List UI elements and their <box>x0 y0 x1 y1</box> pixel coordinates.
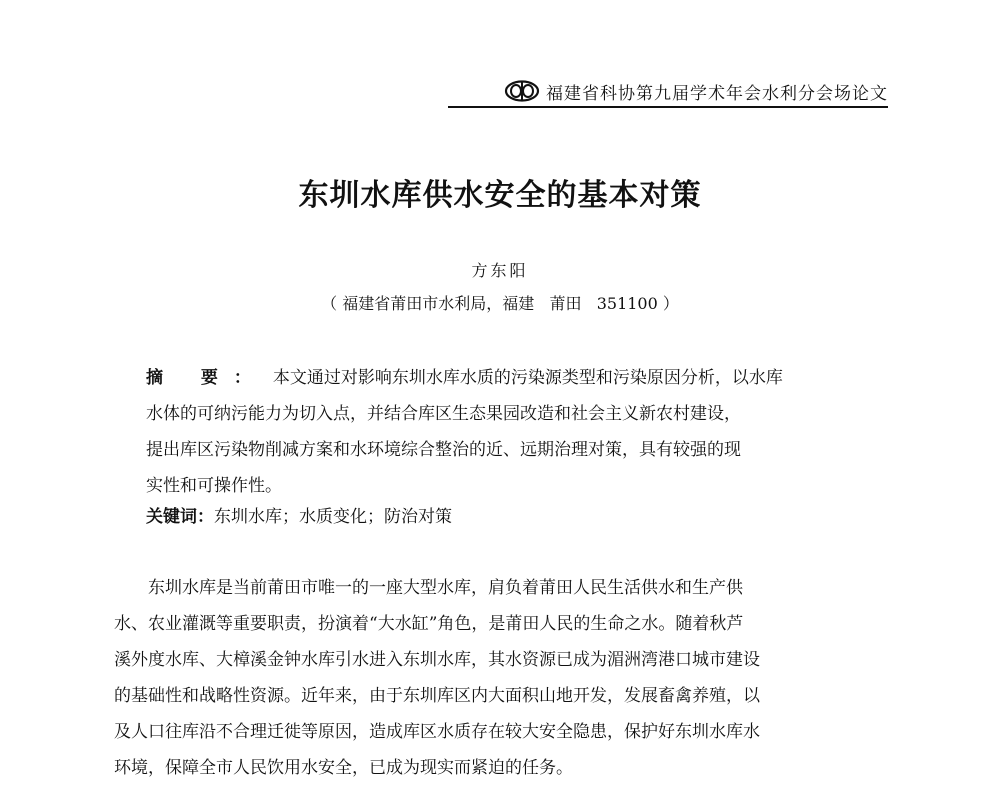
keywords-text: 东圳水库；水质变化；防治对策 <box>214 507 452 527</box>
body-line: 及人口往库沿不合理迁徙等原因，造成库区水质存在较大安全隐患，保护好东圳水库水 <box>114 722 760 742</box>
keywords <box>146 502 452 527</box>
abstract-line <box>146 360 866 396</box>
abstract-line: 水体的可纳污能力为切入点，并结合库区生态果园改造和社会主义新农村建设， <box>146 404 741 424</box>
body-line: 水、农业灌溉等重要职责，扮演着“大水缸”角色，是莆田人民的生命之水。随着秋芦 <box>114 614 744 634</box>
body-line: 环境，保障全市人民饮用水安全，已成为现实而紧迫的任务。 <box>114 758 573 778</box>
keywords-label: 关键词： <box>146 507 214 527</box>
body-paragraph <box>114 570 894 786</box>
body-line: 的基础性和战略性资源。近年来，由于东圳库区内大面积山地开发，发展畜禽养殖，以 <box>114 686 760 706</box>
running-header-text: 福建省科协第九届学术年会水利分会场论文 <box>546 83 888 104</box>
abstract-line: 实性和可操作性。 <box>146 476 282 496</box>
author-name: 方东阳 <box>471 261 529 280</box>
abstract-text: 本文通过对影响东圳水库水质的污染源类型和污染原因分析，以水库 <box>272 368 783 388</box>
abstract-line: 提出库区污染物削减方案和水环境综合整治的近、远期治理对策，具有较强的现 <box>146 440 741 460</box>
body-line: 溪外度水库、大樟溪金钟水库引水进入东圳水库，其水资源已成为湄洲湾港口城市建设 <box>114 650 760 670</box>
running-header <box>448 78 888 104</box>
header-rule <box>448 106 888 108</box>
abstract-label: 摘 要： <box>146 368 267 388</box>
paper-title: 东圳水库供水安全的基本对策 <box>298 178 702 213</box>
body-line: 东圳水库是当前莆田市唯一的一座大型水库，肩负着莆田人民生活供水和生产供 <box>148 578 743 598</box>
author-affiliation: （ 福建省莆田市水利局，福建 莆田 351100 ） <box>321 294 679 313</box>
abstract <box>146 360 866 504</box>
water-conservancy-logo <box>504 80 540 102</box>
